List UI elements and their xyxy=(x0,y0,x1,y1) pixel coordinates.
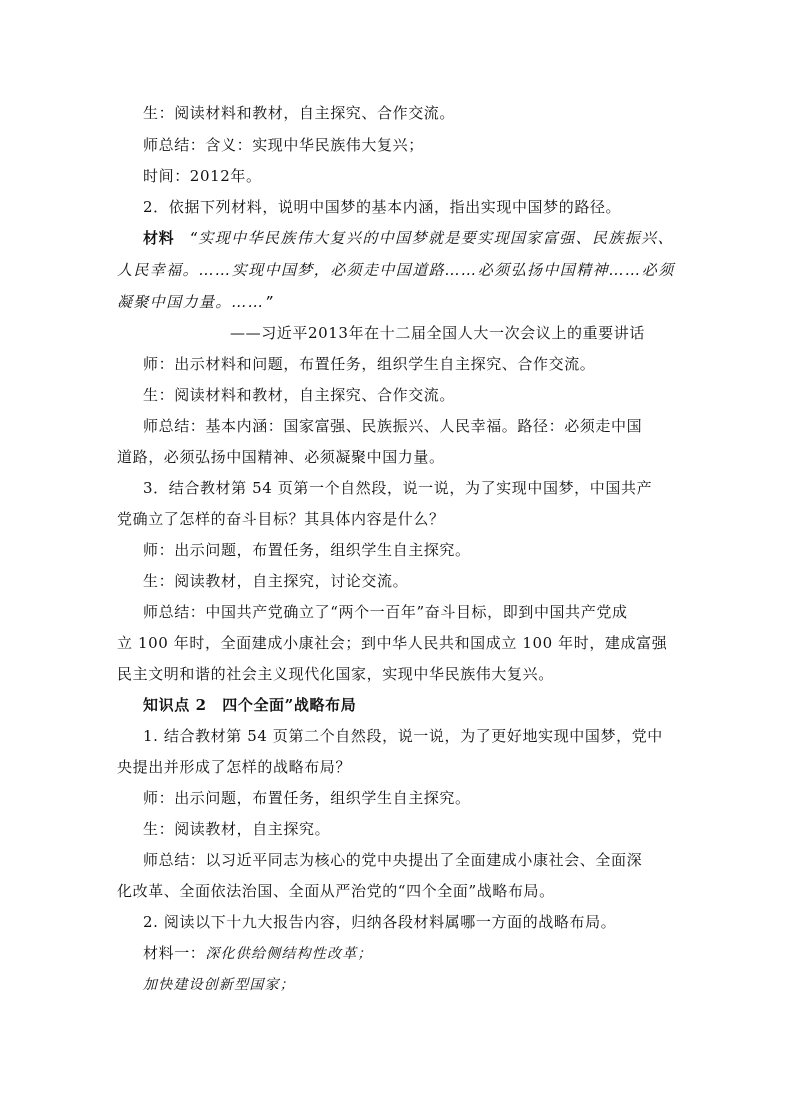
teacher-summary-goals-cont-1: 立 100 年时，全面建成小康社会；到中华人民共和国成立 100 年时，建成富强 xyxy=(117,634,668,652)
student-reading-4: 生：阅读教材，自主探究。 xyxy=(143,820,331,838)
teacher-summary-goals: 师总结：中国共产党确立了“两个一百年”奋斗目标，即到中国共产党成 xyxy=(143,603,628,621)
teacher-summary-four-cont: 化改革、全面依法治国、全面从严治党的“四个全面”战略布局。 xyxy=(117,882,555,900)
material-one-text: 深化供给侧结构性改革； xyxy=(205,946,373,962)
teacher-task-2: 师：出示问题，布置任务，组织学生自主探究。 xyxy=(143,541,471,559)
teacher-summary-connotation: 师总结：基本内涵：国家富强、民族振兴、人民幸福。路径：必须走中国 xyxy=(143,417,643,435)
material-one-line xyxy=(143,943,373,964)
student-reading-1: 生：阅读材料和教材，自主探究、合作交流。 xyxy=(143,104,456,122)
material-one-item-2: 加快建设创新型国家； xyxy=(143,977,295,993)
material-one-label: 材料一： xyxy=(143,944,206,962)
teacher-summary-four: 师总结：以习近平同志为核心的党中央提出了全面建成小康社会、全面深 xyxy=(143,851,643,869)
question-3: 3．结合教材第 54 页第一个自然段，说一说，为了实现中国梦，中国共产 xyxy=(143,479,653,497)
question-3-cont: 党确立了怎样的奋斗目标？其具体内容是什么？ xyxy=(117,510,445,528)
section-heading-knowledge-2: 知识点 2 四个全面”战略布局 xyxy=(143,696,357,714)
question-2b: 2. 阅读以下十九大报告内容，归纳各段材料属哪一方面的战略布局。 xyxy=(143,913,617,931)
student-reading-2: 生：阅读材料和教材，自主探究、合作交流。 xyxy=(143,386,456,404)
question-2: 2．依据下列材料，说明中国梦的基本内涵，指出实现中国梦的路径。 xyxy=(143,198,622,216)
question-1-cont: 央提出并形成了怎样的战略布局？ xyxy=(117,758,352,776)
material-quote-line-2: 人民幸福。……实现中国梦，必须走中国道路……必须弘扬中国精神……必须 xyxy=(117,261,675,279)
material-label: 材料 xyxy=(143,229,175,247)
teacher-task-1: 师：出示材料和问题，布置任务，组织学生自主探究、合作交流。 xyxy=(143,355,596,373)
teacher-summary-meaning: 师总结：含义：实现中华民族伟大复兴； xyxy=(143,136,424,154)
material-quote-text: “实现中华民族伟大复兴的中国梦就是要实现国家富强、民族振兴、 xyxy=(189,229,674,247)
material-quote-line-1 xyxy=(143,228,674,248)
teacher-summary-connotation-cont: 道路，必须弘扬中国精神、必须凝聚中国力量。 xyxy=(117,448,445,466)
material-quote-line-3: 凝聚中国力量。……” xyxy=(117,293,274,311)
time-line: 时间：2012年。 xyxy=(143,167,262,185)
quote-attribution: ——习近平2013年在十二届全国人大一次会议上的重要讲话 xyxy=(230,324,645,342)
teacher-task-3: 师：出示问题，布置任务，组织学生自主探究。 xyxy=(143,789,471,807)
teacher-summary-goals-cont-2: 民主文明和谐的社会主义现代化国家，实现中华民族伟大复兴。 xyxy=(117,665,554,683)
question-1: 1. 结合教材第 54 页第二个自然段，说一说，为了更好地实现中国梦，党中 xyxy=(143,727,663,745)
student-reading-3: 生：阅读教材，自主探究，讨论交流。 xyxy=(143,572,409,590)
